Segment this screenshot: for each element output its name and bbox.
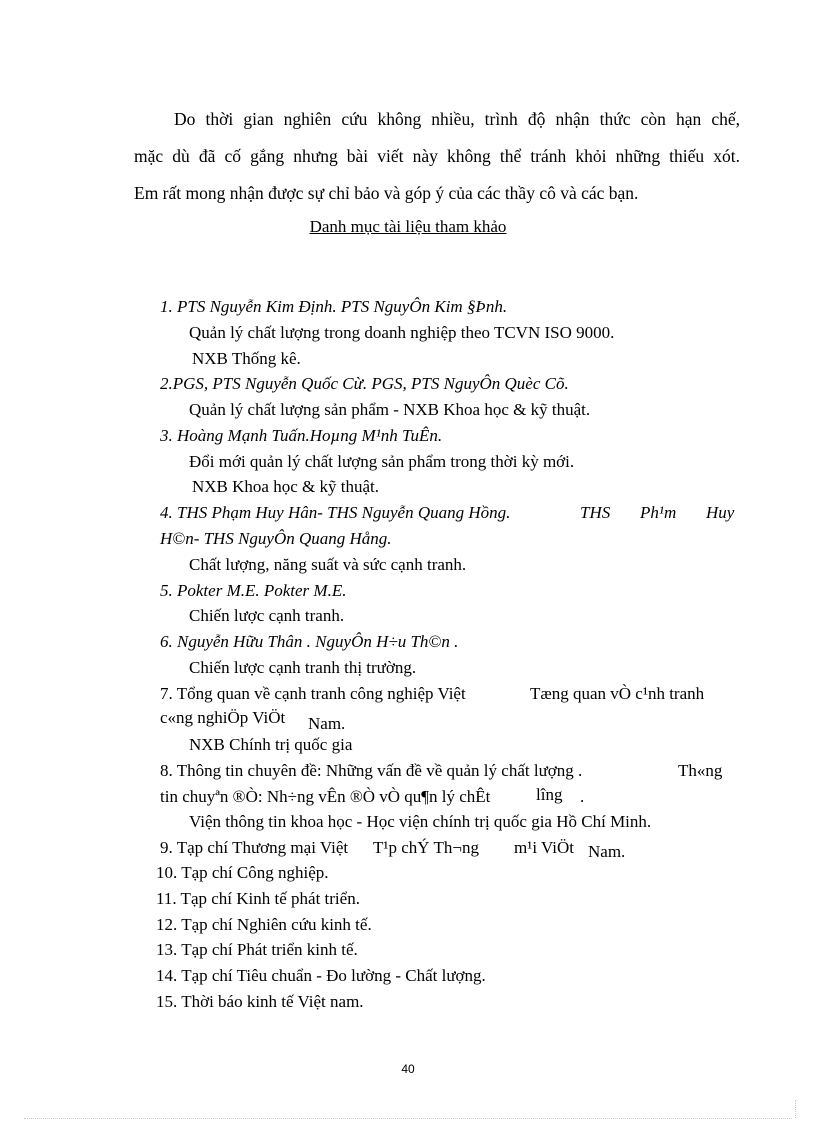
intro-line-1: Do thời gian nghiên cứu không nhiều, trình độ nhận thức còn hạn chế, — [174, 109, 740, 129]
page-number: 40 — [401, 1062, 415, 1076]
ref-8-line-2: tin chuyªn ®Ò: Nh÷ng vÊn ®Ò vÒ qu¶n lý chÊt — [160, 787, 491, 806]
ref-9-legacy-2: m¹i ViÖt — [514, 838, 574, 857]
ref-3-title: Đổi mới quản lý chất lượng sản phẩm trong thời kỳ mới. — [189, 452, 575, 471]
ref-5-author: 5. Pokter M.E. Pokter M.E. — [160, 581, 347, 600]
ref-15: 15. Thời báo kinh tế Việt nam. — [156, 992, 364, 1011]
ref-7-line-2-tail: Nam. — [308, 714, 346, 733]
ref-7-line-1: 7. Tổng quan về cạnh tranh công nghiệp Việt — [160, 684, 466, 703]
ref-4-author-c: Ph¹m — [640, 503, 677, 522]
ref-4-title: Chất lượng, năng suất và sức cạnh tranh. — [189, 555, 467, 574]
ref-10: 10. Tạp chí Công nghiệp. — [156, 863, 329, 882]
ref-6-title: Chiến lược cạnh tranh thị trường. — [189, 658, 417, 677]
ref-8-publisher: Viện thông tin khoa học - Học viện chính trị quốc gia Hồ Chí Minh. — [189, 812, 652, 831]
ref-7-line-2: c«ng nghiÖp ViÖt — [160, 708, 286, 727]
ref-4-author-d: Huy — [706, 503, 735, 522]
ref-8-line-1-legacy: Th«ng — [678, 761, 723, 780]
ref-9-legacy: T¹p chÝ Th¬ng — [373, 838, 479, 857]
ref-3-publisher: NXB Khoa học & kỹ thuật. — [192, 477, 379, 496]
references-heading: Danh mục tài liệu tham khảo — [309, 217, 507, 236]
ref-7-publisher: NXB Chính trị quốc gia — [189, 735, 353, 754]
ref-4-author: 4. THS Phạm Huy Hân- THS Nguyễn Quang Hồng. — [160, 503, 511, 522]
ref-1-title: Quản lý chất lượng trong doanh nghiệp theo TCVN ISO 9000. — [189, 323, 615, 342]
intro-paragraph — [134, 101, 740, 212]
ref-2-author: 2.PGS, PTS Nguyễn Quốc Cừ. PGS, PTS NguyÔn Quèc Cõ. — [160, 374, 569, 393]
page-bottom-border — [24, 1118, 792, 1119]
ref-8-line-1: 8. Thông tin chuyên đề: Những vấn đề về quản lý chất lượng . — [160, 761, 583, 780]
ref-4-author-b: THS — [580, 503, 611, 522]
ref-5-title: Chiến lược cạnh tranh. — [189, 606, 345, 625]
ref-3-author: 3. Hoàng Mạnh Tuấn.Hoµng M¹nh TuÊn. — [160, 426, 443, 445]
ref-9-title: 9. Tạp chí Thương mại Việt — [160, 838, 349, 857]
ref-9-tail: Nam. — [588, 842, 626, 861]
ref-8-line-2-word: lîng — [536, 785, 563, 804]
ref-6-author: 6. Nguyễn Hữu Thân . NguyÔn H÷u Th©n . — [160, 632, 459, 651]
ref-12: 12. Tạp chí Nghiên cứu kinh tế. — [156, 915, 372, 934]
ref-13: 13. Tạp chí Phát triển kinh tế. — [156, 940, 358, 959]
page-right-border — [795, 1100, 796, 1118]
intro-line-3: Em rất mong nhận được sự chỉ bảo và góp ý của các thầy cô và các bạn. — [134, 183, 639, 203]
ref-2-title: Quản lý chất lượng sản phẩm - NXB Khoa học & kỹ thuật. — [189, 400, 591, 419]
ref-1-author: 1. PTS Nguyễn Kim Định. PTS NguyÔn Kim §Þnh. — [160, 297, 508, 316]
ref-4-author-line2: H©n- THS NguyÔn Quang Hång. — [160, 529, 392, 548]
ref-7-line-1-legacy: Tæng quan vÒ c¹nh tranh — [530, 684, 705, 703]
ref-8-line-2-end: . — [580, 787, 585, 806]
ref-1-publisher: NXB Thống kê. — [192, 349, 301, 368]
ref-11: 11. Tạp chí Kinh tế phát triển. — [156, 889, 360, 908]
ref-14: 14. Tạp chí Tiêu chuẩn - Đo lường - Chất lượng. — [156, 966, 486, 985]
intro-line-2: mặc dù đã cố gắng nhưng bài viết này không thể tránh khỏi những thiếu xót. — [134, 146, 740, 166]
